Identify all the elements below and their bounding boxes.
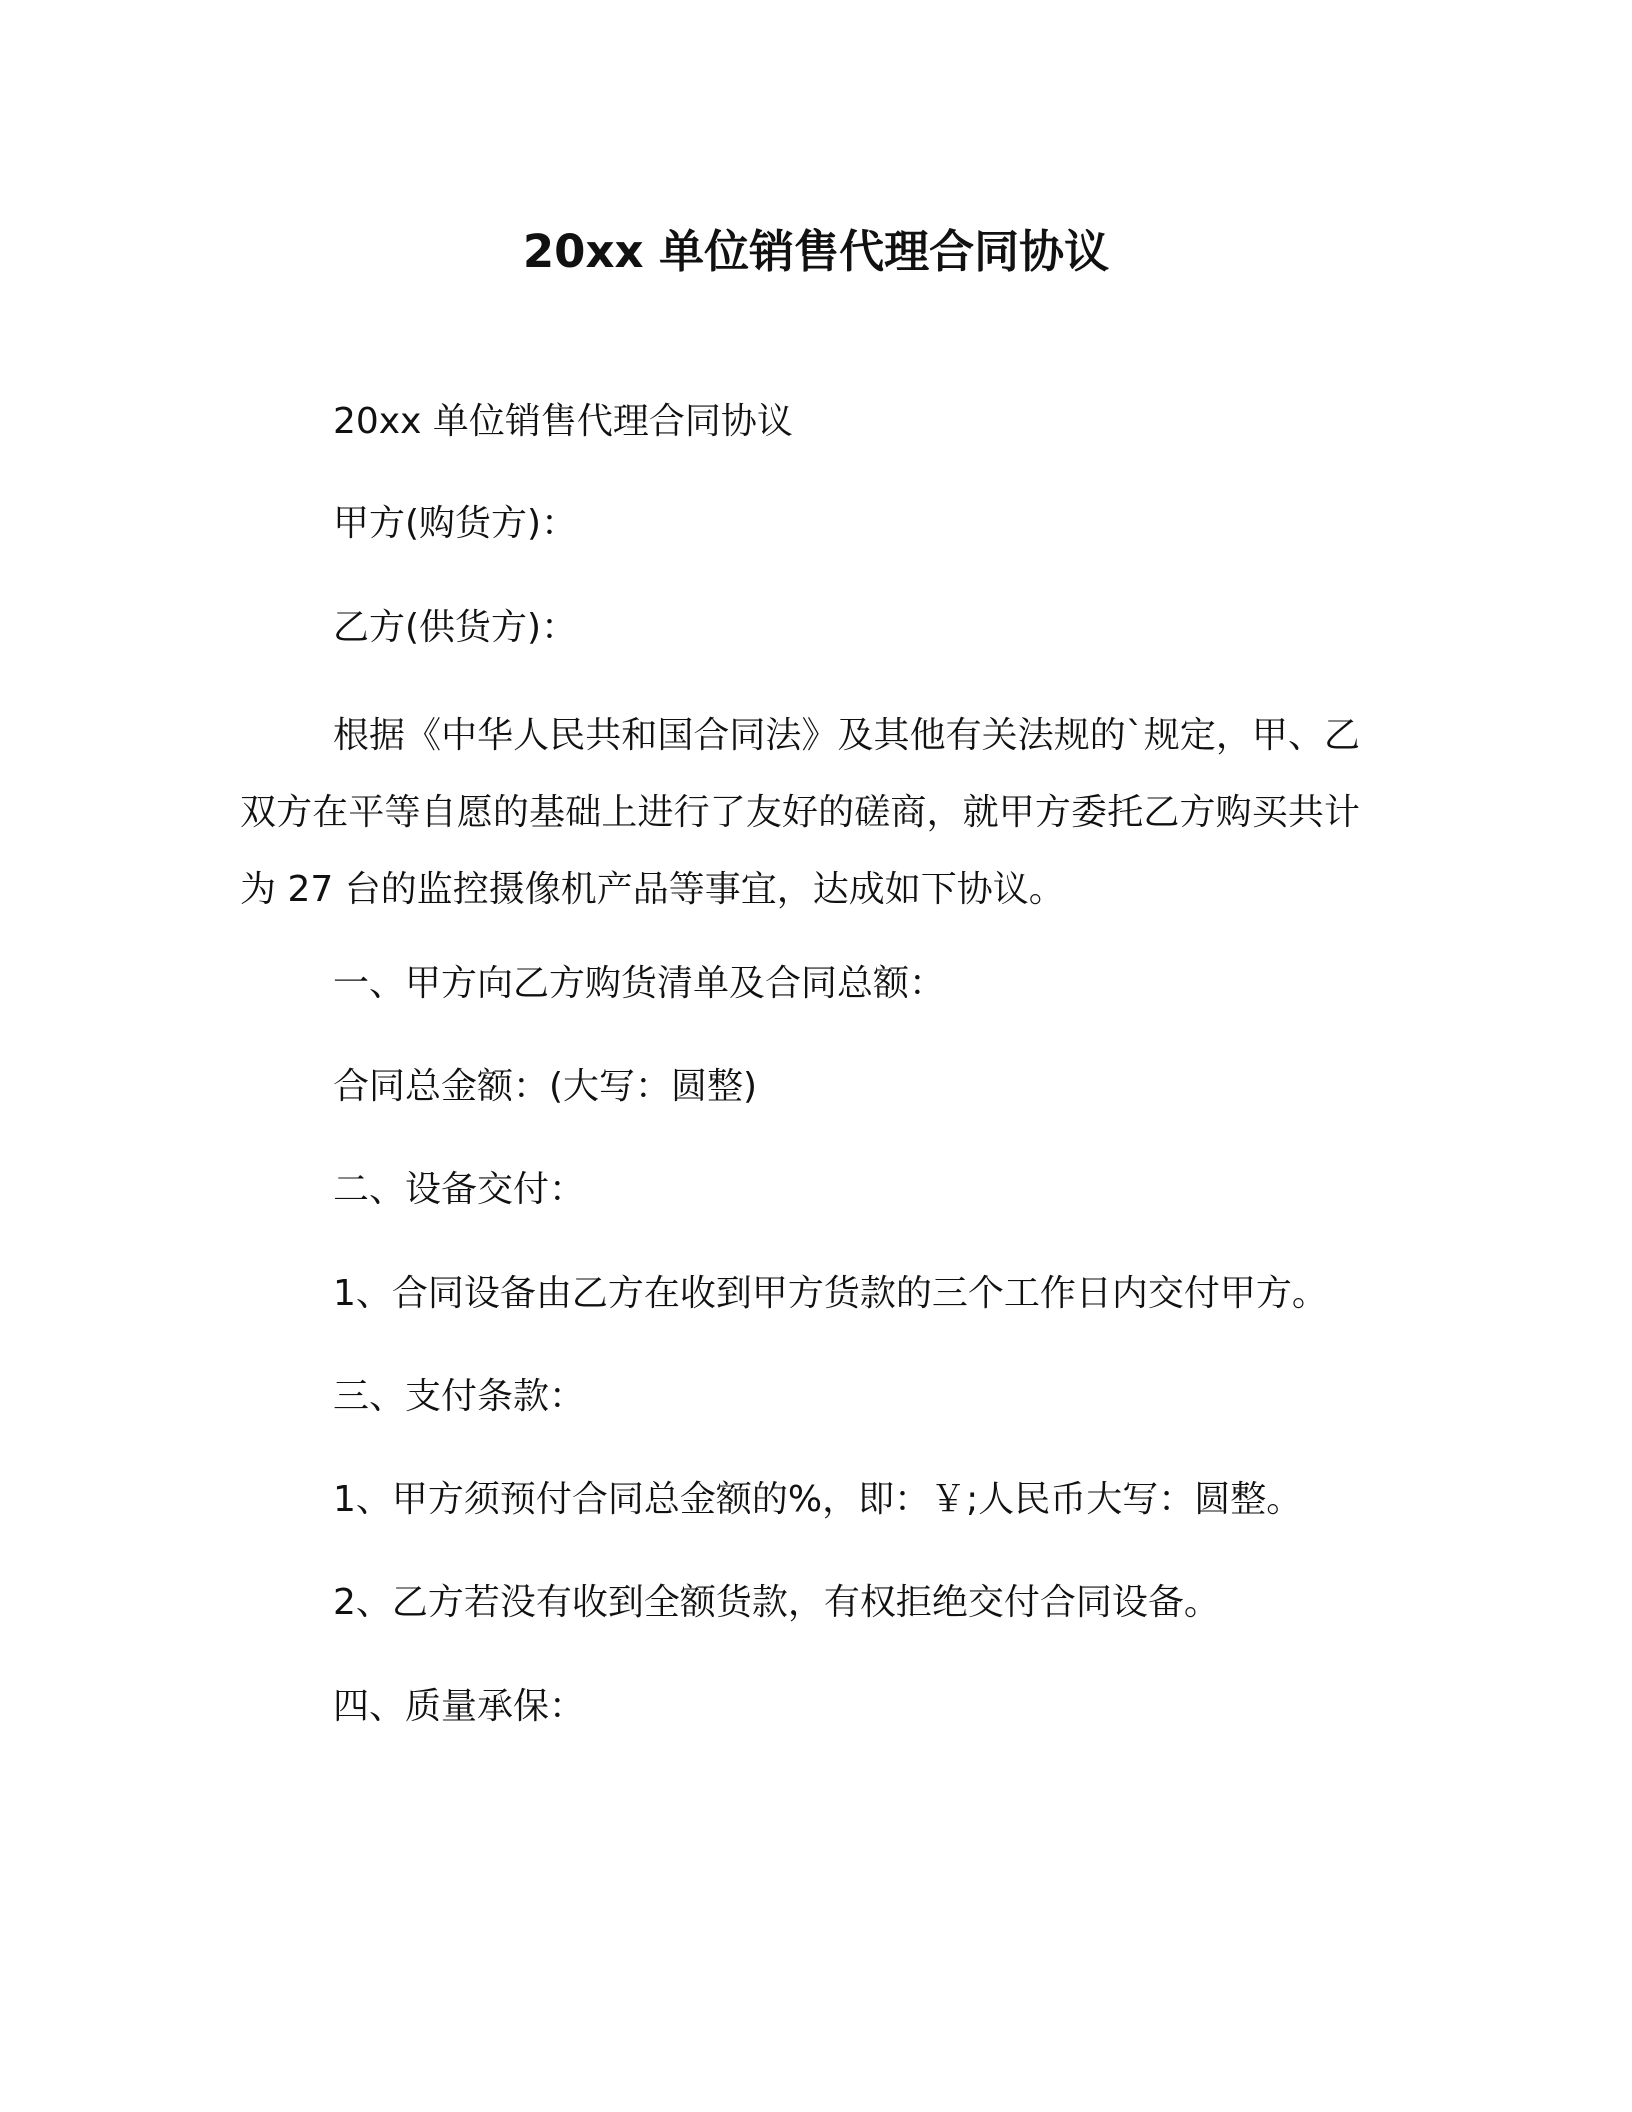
payment-clause-1: 1、甲方须预付合同总金额的%，即：￥;人民币大写：圆整。 [333,1479,1303,1520]
preamble-paragraph: 根据《中华人民共和国合同法》及其他有关法规的`规定，甲、乙双方在平等自愿的基础上进行了友好的磋商，就甲方委托乙方购买共计为 27 台的监控摄像机产品等事宜，达成如下协议。 [240,715,1360,910]
party-a-line: 甲方(购货方)： [333,503,578,544]
section-1-heading: 一、甲方向乙方购货清单及合同总额： [333,963,946,1004]
delivery-clause-1: 1、合同设备由乙方在收到甲方货款的三个工作日内交付甲方。 [333,1273,1328,1314]
party-b-line: 乙方(供货方)： [333,607,578,648]
total-amount-line: 合同总金额：(大写：圆整) [333,1066,758,1107]
document-title: 20xx 单位销售代理合同协议 [522,225,1110,278]
section-2-heading: 二、设备交付： [333,1169,586,1210]
subtitle-line: 20xx 单位销售代理合同协议 [333,401,793,442]
payment-clause-2: 2、乙方若没有收到全额货款，有权拒绝交付合同设备。 [333,1582,1220,1623]
section-4-heading: 四、质量承保： [333,1686,586,1727]
section-3-heading: 三、支付条款： [333,1376,586,1417]
